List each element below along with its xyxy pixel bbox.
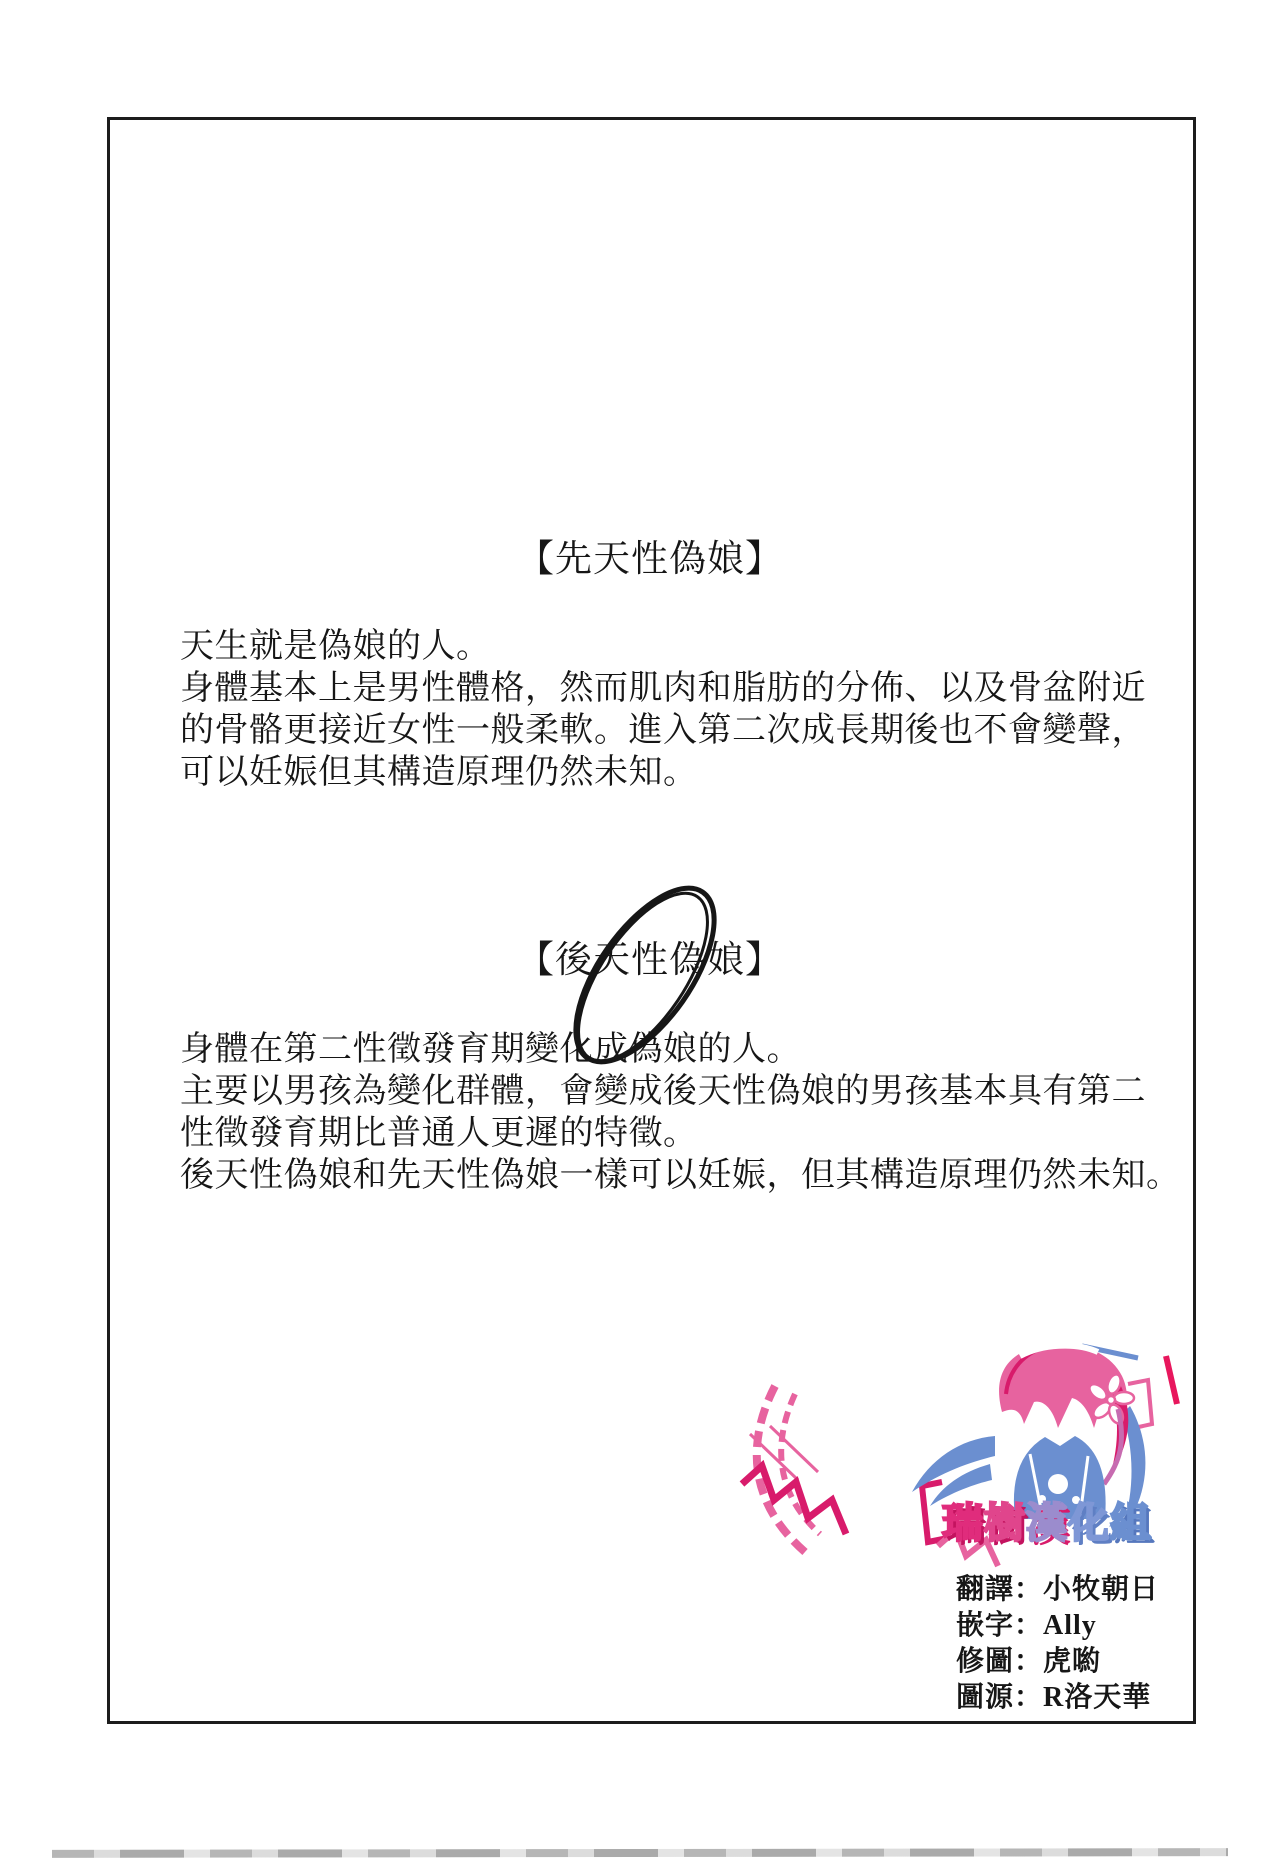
paragraph-line: 身體在第二性徵發育期變化成偽娘的人。 <box>180 1031 801 1068</box>
credit-label: 圖源 <box>956 1682 1015 1713</box>
credit-value: 小牧朝日 <box>1043 1574 1160 1605</box>
paragraph-line: 後天性偽娘和先天性偽娘一樣可以妊娠，但其構造原理仍然未知。 <box>180 1157 1181 1194</box>
logo-char: 組 <box>1110 1500 1152 1546</box>
paragraph-line: 天生就是偽娘的人。 <box>180 628 491 665</box>
logo-char: 瑞 <box>942 1500 984 1546</box>
credit-label: 嵌字 <box>956 1610 1015 1641</box>
paragraph-line: 的骨骼更接近女性一般柔軟。進入第二次成長期後也不會變聲， <box>180 712 1146 749</box>
credit-value: R洛天華 <box>1043 1682 1152 1713</box>
paragraph-congenital <box>180 626 1146 794</box>
credit-separator: ： <box>1014 1646 1044 1677</box>
credit-label: 翻譯 <box>956 1574 1015 1605</box>
credit-row-raw-provider <box>956 1680 1159 1716</box>
paragraph-line: 性徵發育期比普通人更遲的特徵。 <box>180 1115 698 1152</box>
scanlation-logo <box>690 1334 1190 1584</box>
credit-row-redrawer <box>956 1644 1159 1680</box>
section-title-congenital: 【先天性偽娘】 <box>517 539 783 580</box>
paragraph-line: 身體基本上是男性體格，然而肌肉和脂肪的分佈、以及骨盆附近 <box>180 670 1146 707</box>
paragraph-acquired <box>180 1029 1181 1197</box>
paragraph-line: 主要以男孩為變化群體，會變成後天性偽娘的男孩基本具有第二 <box>180 1073 1146 1110</box>
credit-value: 虎喲 <box>1043 1646 1102 1677</box>
credit-row-typesetter <box>956 1608 1159 1644</box>
logo-char: 化 <box>1068 1500 1110 1546</box>
logo-char: 漢 <box>1026 1500 1068 1546</box>
credit-separator: ： <box>1014 1682 1044 1713</box>
credit-label: 修圖 <box>956 1646 1015 1677</box>
logo-group-name <box>942 1490 1152 1549</box>
credit-value: Ally <box>1043 1610 1097 1641</box>
bottom-scan-artifact <box>52 1848 1228 1858</box>
credit-separator: ： <box>1014 1610 1044 1641</box>
logo-char: 樹 <box>984 1500 1026 1546</box>
credits <box>956 1572 1159 1716</box>
credit-row-translator <box>956 1572 1159 1608</box>
section-title-acquired: 【後天性偽娘】 <box>517 940 783 981</box>
credit-separator: ： <box>1014 1574 1044 1605</box>
paragraph-line: 可以妊娠但其構造原理仍然未知。 <box>180 754 698 791</box>
